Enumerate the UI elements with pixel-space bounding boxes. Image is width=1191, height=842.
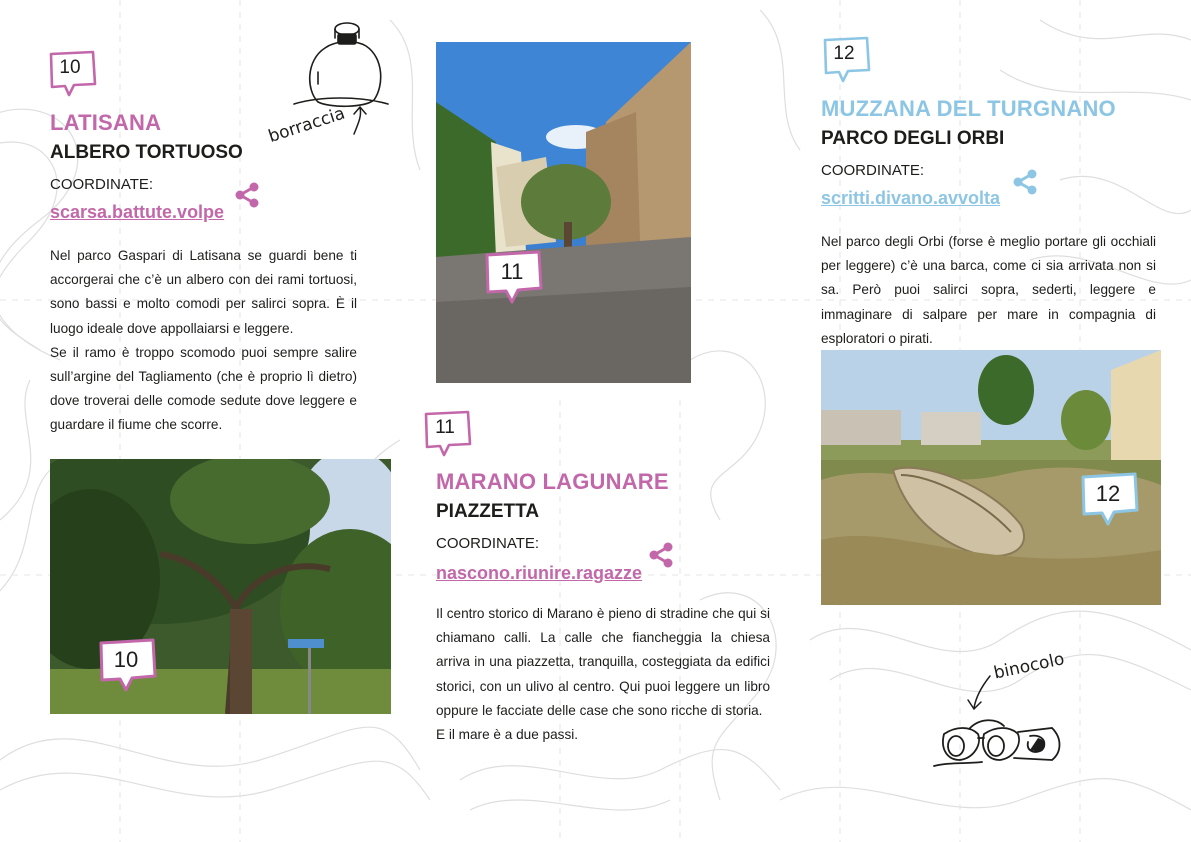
stop-number: 12 [833,43,855,64]
photo-pin [1080,472,1142,528]
coordinates-label: COORDINATE: [436,535,540,552]
photo-pin [484,250,546,306]
coordinates-link[interactable]: scarsa.battute.volpe [50,202,225,222]
description [436,602,770,747]
place-name: PARCO DEGLI ORBI [821,128,1005,149]
stop-10-section [0,0,400,842]
stop-number: 11 [435,417,455,438]
town-name: LATISANA [50,110,162,135]
stop-11-section [400,0,800,842]
doodle-label: borraccia [266,103,348,148]
town-name: MUZZANA DEL TURGNANO [821,96,1116,121]
description-paragraph: Il centro storico di Marano è pieno di stradine che qui si chiamano calli. La calle che fiancheggia la chiesa arriva in una piazzetta, tranquilla, costeggiata da edifici storici, con un ulivo al centro. Qui puoi leggere un libro oppure le facciate delle case che sono ricche di storia. [436,606,770,718]
share-icon[interactable] [646,540,676,570]
stop-number-badge [48,50,98,98]
stop-number-badge [822,36,872,84]
town-name: MARANO LAGUNARE [436,469,669,494]
description [50,244,357,438]
description [821,230,1156,351]
place-name: PIAZZETTA [436,501,540,522]
photo-pin-number: 12 [1095,481,1121,506]
doodle-arrow [966,672,996,712]
coordinates-link[interactable]: nascono.riunire.ragazze [436,563,643,583]
doodle-arrow [348,104,372,138]
stop-number: 10 [59,57,81,78]
description-paragraph: E il mare è a due passi. [436,727,579,743]
stop-12-section [800,0,1191,842]
binoculars-icon [930,712,1070,772]
coordinates-link[interactable]: scritti.divano.avvolta [821,188,1001,208]
share-icon[interactable] [232,180,262,210]
place-name: ALBERO TORTUOSO [50,142,243,163]
photo-pin-number: 10 [113,647,139,672]
description-paragraph: Se il ramo è troppo scomodo puoi sempre salire sull’argine del Tagliamento (che è proprio lì dietro) dove troverai delle comode sedute dove leggere e guardare il fiume che scorre. [50,344,357,433]
photo-piazzetta [436,42,691,383]
coordinates-label: COORDINATE: [821,162,925,179]
doodle-label: binocolo [992,649,1067,684]
photo-pin-number: 11 [500,259,524,284]
photo-pin [98,638,160,694]
stop-number-badge [423,410,473,458]
description-paragraph: Nel parco degli Orbi (forse è meglio portare gli occhiali per leggere) c’è una barca, come ci sia arrivata non si sa. Però puoi salirci sopra, sederti, leggere e immaginare di salpare per mare in compagnia di esploratori o pirati. [821,234,1156,346]
coordinates-label: COORDINATE: [50,176,154,193]
share-icon[interactable] [1010,167,1040,197]
description-paragraph: Nel parco Gaspari di Latisana se guardi bene ti accorgerai che c’è un albero con dei rami tortuosi, sono bassi e molto comodi per salirci sopra. È il luogo ideale dove appollaiarsi e leggere. [50,248,357,336]
